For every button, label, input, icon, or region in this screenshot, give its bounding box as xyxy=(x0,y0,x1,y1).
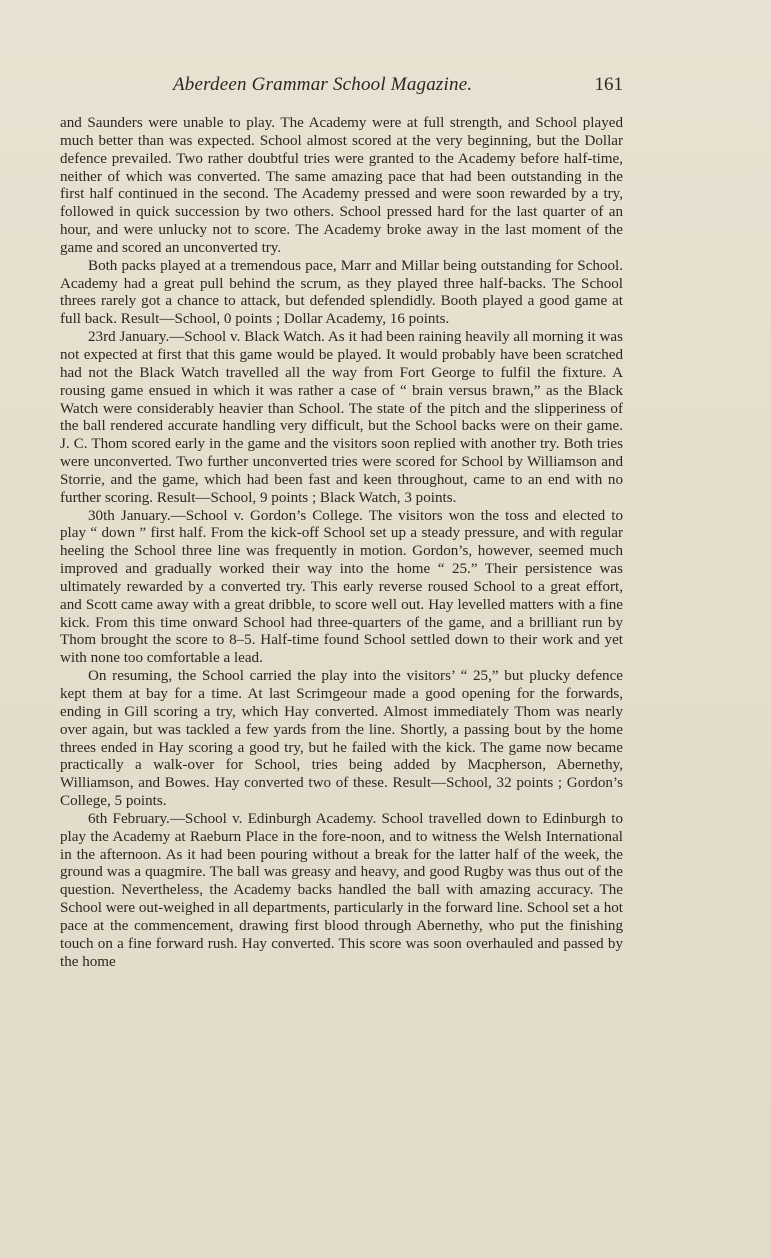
page-number: 161 xyxy=(594,74,623,95)
paragraph-gordons-first-half: 30th January.—School v. Gordon’s College. The visitors won the toss and elected to play “ down ” first half. From the kick-off School set up a steady pressure, and with regular heeling the School three line was frequently in motion. Gordon’s, however, seemed much improved and gradually worked their way into the home “ 25.” Their persistence was ultimately rewarded by a converted try. This early reverse roused School to a great effort, and Scott came away with a great dribble, to score well out. Hay levelled matters with a fine kick. From this time onward School had three-quarters of the game, and a brilliant run by Thom brought the score to 8–5. Half-time found School settled down to their work and yet with none too comfortable a lead. xyxy=(60,507,623,667)
paragraph-dollar-continued: and Saunders were unable to play. The Academy were at full strength, and School played much better than was expected. School almost scored at the very beginning, but the Dollar defence prevailed. Two rather doubtful tries were granted to the Academy before half-time, neither of which was converted. The same amazing pace that had been outstanding in the first half continued in the second. The Academy pressed and were soon rewarded by a try, followed in quick succession by two others. School pressed hard for the last quarter of an hour, and were unlucky not to score. The Academy broke away in the last moment of the game and scored an unconverted try. xyxy=(60,115,623,256)
magazine-title: Aberdeen Grammar School Magazine. xyxy=(173,74,473,95)
paragraph-dollar-summary: Both packs played at a tremendous pace, Marr and Millar being outstanding for School. Academy had a great pull behind the scrum, as they played three half-backs. The School threes rarely got a chance to attack, but defended splendidly. Booth played a good game at full back. Result—School, 0 points ; Dollar Academy, 16 points. xyxy=(60,257,623,328)
running-header xyxy=(60,74,623,98)
paragraph-gordons-second-half: On resuming, the School carried the play into the visitors’ “ 25,” but plucky defence kept them at bay for a time. At last Scrimgeour made a good opening for the forwards, ending in Gill scoring a try, which Hay converted. Almost immediately Thom was nearly over again, but was tackled a few yards from the line. Shortly, a passing bout by the home threes ended in Hay scoring a good try, but he failed with the kick. The game now became practically a walk-over for School, tries being added by Macpherson, Abernethy, Williamson, and Bowes. Hay converted two of these. Result—School, 32 points ; Gordon’s College, 5 points. xyxy=(60,668,623,810)
paragraph-black-watch: 23rd January.—School v. Black Watch. As it had been raining heavily all morning it was not expected at first that this game would be played. It would probably have been scratched had not the Black Watch travelled all the way from Fort George to fulfil the fixture. A rousing game ensued in which it was rather a case of “ brain versus brawn,” as the Black Watch were considerably heavier than School. The state of the pitch and the slipperiness of the ball rendered accurate handling very difficult, but the School backs were on their game. J. C. Thom scored early in the game and the visitors soon replied with another try. Both tries were unconverted. Two further unconverted tries were scored for School by Williamson and Storrie, and the game, which had been fast and keen throughout, came to an end with no further scoring. Result—School, 9 points ; Black Watch, 3 points. xyxy=(60,329,623,506)
paragraph-edinburgh-academy: 6th February.—School v. Edinburgh Academy. School travelled down to Edinburgh to play the Academy at Raeburn Place in the fore-noon, and to witness the Welsh International in the afternoon. As it had been pouring without a break for the latter half of the week, the ground was a quagmire. The ball was greasy and heavy, and good Rugby was thus out of the question. Nevertheless, the Academy backs handled the ball with amazing accuracy. The School were out-weighed in all departments, particularly in the forward line. School set a hot pace at the commencement, drawing first blood through Abernethy, who put the finishing touch on a fine forward rush. Hay converted. This score was soon overhauled and passed by the home xyxy=(60,810,623,970)
article-body xyxy=(60,115,623,972)
